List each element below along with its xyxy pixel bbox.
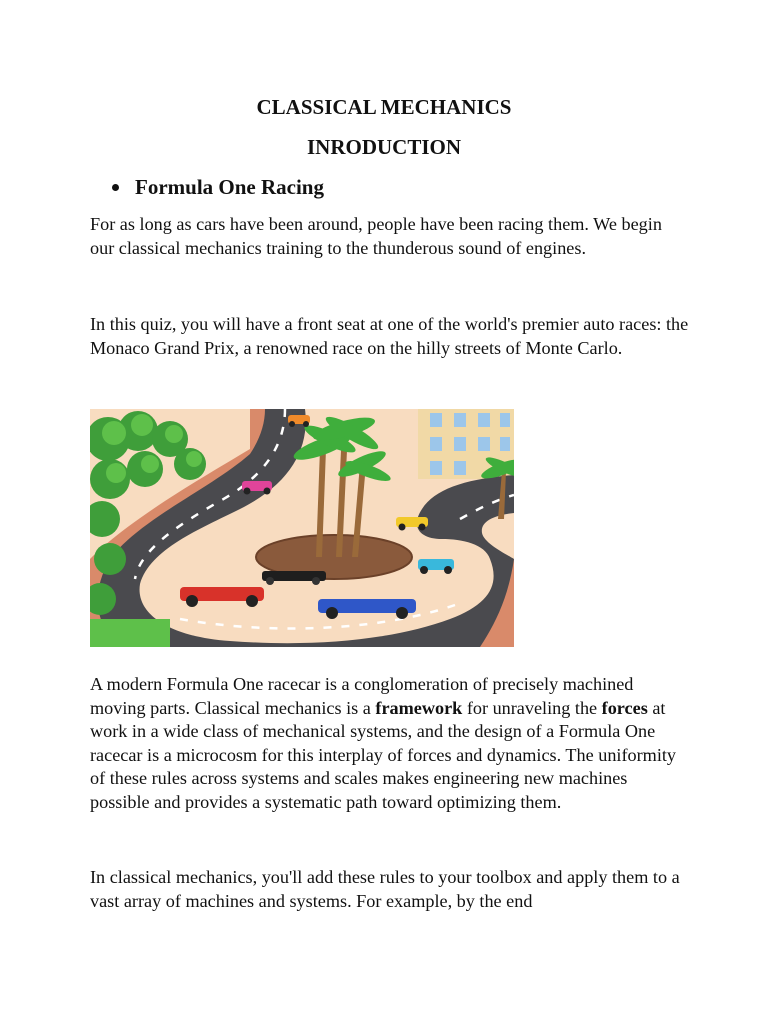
paragraph-racecar [90, 673, 690, 814]
bullet-icon [112, 184, 119, 191]
paragraph-racecar-part1: A modern Formula One racecar is a conglomeration of precisely machined moving parts. Classical mechanics is a [90, 674, 634, 718]
bold-forces: forces [601, 697, 648, 718]
bold-framework: framework [375, 697, 463, 718]
grass-bottom-left [90, 619, 170, 647]
paragraph-intro: For as long as cars have been around, people have been racing them. We begin our classical mechanics training to the thunderous sound of engines. [90, 214, 662, 258]
paragraph-quiz: In this quiz, you will have a front seat at one of the world's premier auto races: the Monaco Grand Prix, a renowned race on the hilly streets of Monte Carlo. [90, 314, 689, 358]
paragraph-racecar-part2: for unraveling the [462, 697, 602, 718]
document-title: CLASSICAL MECHANICS [256, 95, 512, 119]
bullet-heading [112, 175, 324, 200]
bullet-heading-text: Formula One Racing [135, 175, 324, 199]
race-track-illustration [90, 409, 514, 647]
paragraph-toolbox: In classical mechanics, you'll add these rules to your toolbox and apply them to a vast array of machines and systems. For example, by the end [90, 867, 680, 911]
section-title: INRODUCTION [306, 135, 461, 159]
paragraph-racecar-part3: at work in a wide class of mechanical systems, and the design of a Formula One racecar is a microcosm for this interplay of forces and dynamics. The uniformity of these rules across systems and scales makes engineering new machines possible and provides a systematic path toward optimizing them. [90, 697, 677, 812]
